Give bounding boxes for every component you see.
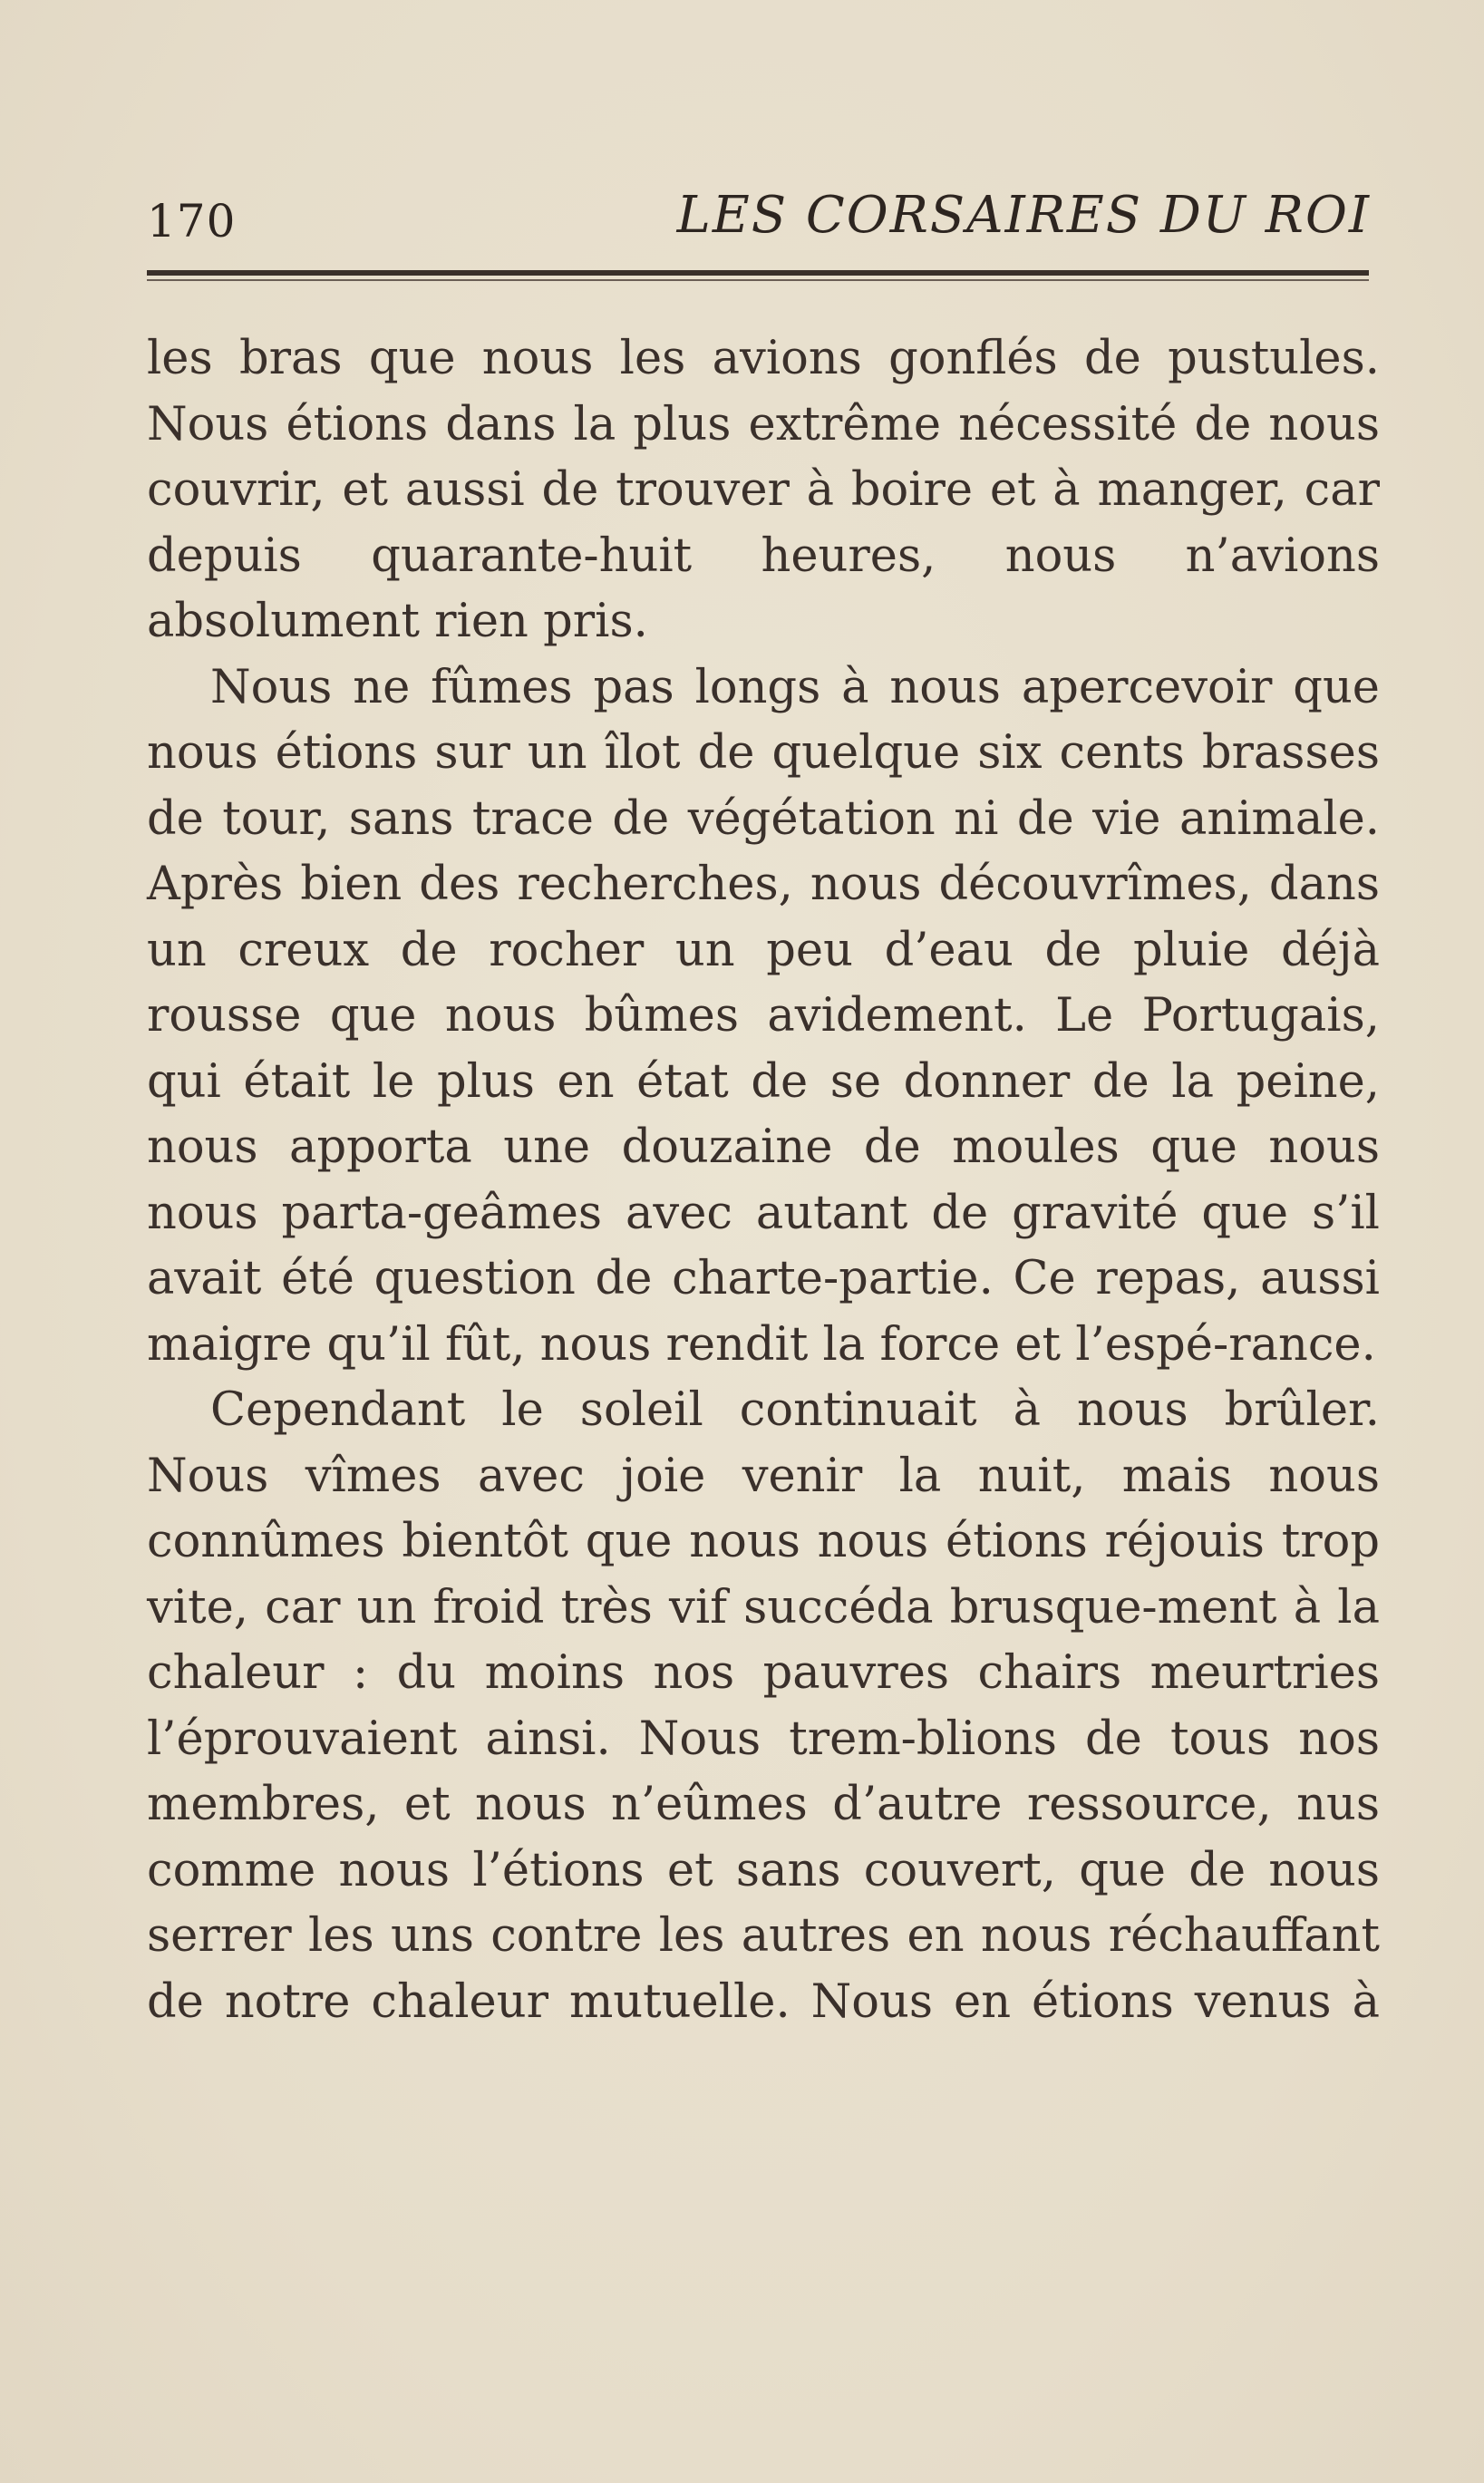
running-title: LES CORSAIRES DU ROI bbox=[676, 186, 1371, 245]
header-rule bbox=[147, 270, 1369, 281]
page-number: 170 bbox=[147, 195, 237, 247]
paragraph-2: Nous ne fûmes pas longs à nous apercevoir que nous étions sur un îlot de quelque six cents brasses de tour, sans trace de végétation ni de vie animale. Après bien des recherches, nous découvrîmes, dans un creux de rocher un peu d’eau de pluie déjà rousse que nous bûmes avidement. Le Portugais, qui était le plus en état de se donner de la peine, nous apporta une douzaine de moules que nous nous parta-geâmes avec autant de gravité que s’il avait été question de charte-partie. Ce repas, aussi maigre qu’il fût, nous rendit la force et l’espé-rance. bbox=[147, 660, 1380, 1372]
paragraph-3: Cependant le soleil continuait à nous brûler. Nous vîmes avec joie venir la nuit, mais nous connûmes bientôt que nous nous étions réjouis trop vite, car un froid très vif succéda brusque-ment à la chaleur : du moins nos pauvres chairs meurtries l’éprouvaient ainsi. Nous trem-blions de tous nos membres, et nous n’eûmes d’autre ressource, nus comme nous l’étions et sans couvert, que de nous serrer les uns contre les autres en nous réchauffant de notre chaleur mutuelle. Nous en étions venus à bbox=[147, 1383, 1380, 2029]
page-header bbox=[147, 186, 1371, 249]
body-text bbox=[147, 326, 1380, 2035]
paragraph-1: les bras que nous les avions gonflés de pustules. Nous étions dans la plus extrême nécessité de nous couvrir, et aussi de trouver à boire et à manger, car depuis quarante-huit heures, nous n’avions absolument rien pris. bbox=[147, 332, 1380, 648]
